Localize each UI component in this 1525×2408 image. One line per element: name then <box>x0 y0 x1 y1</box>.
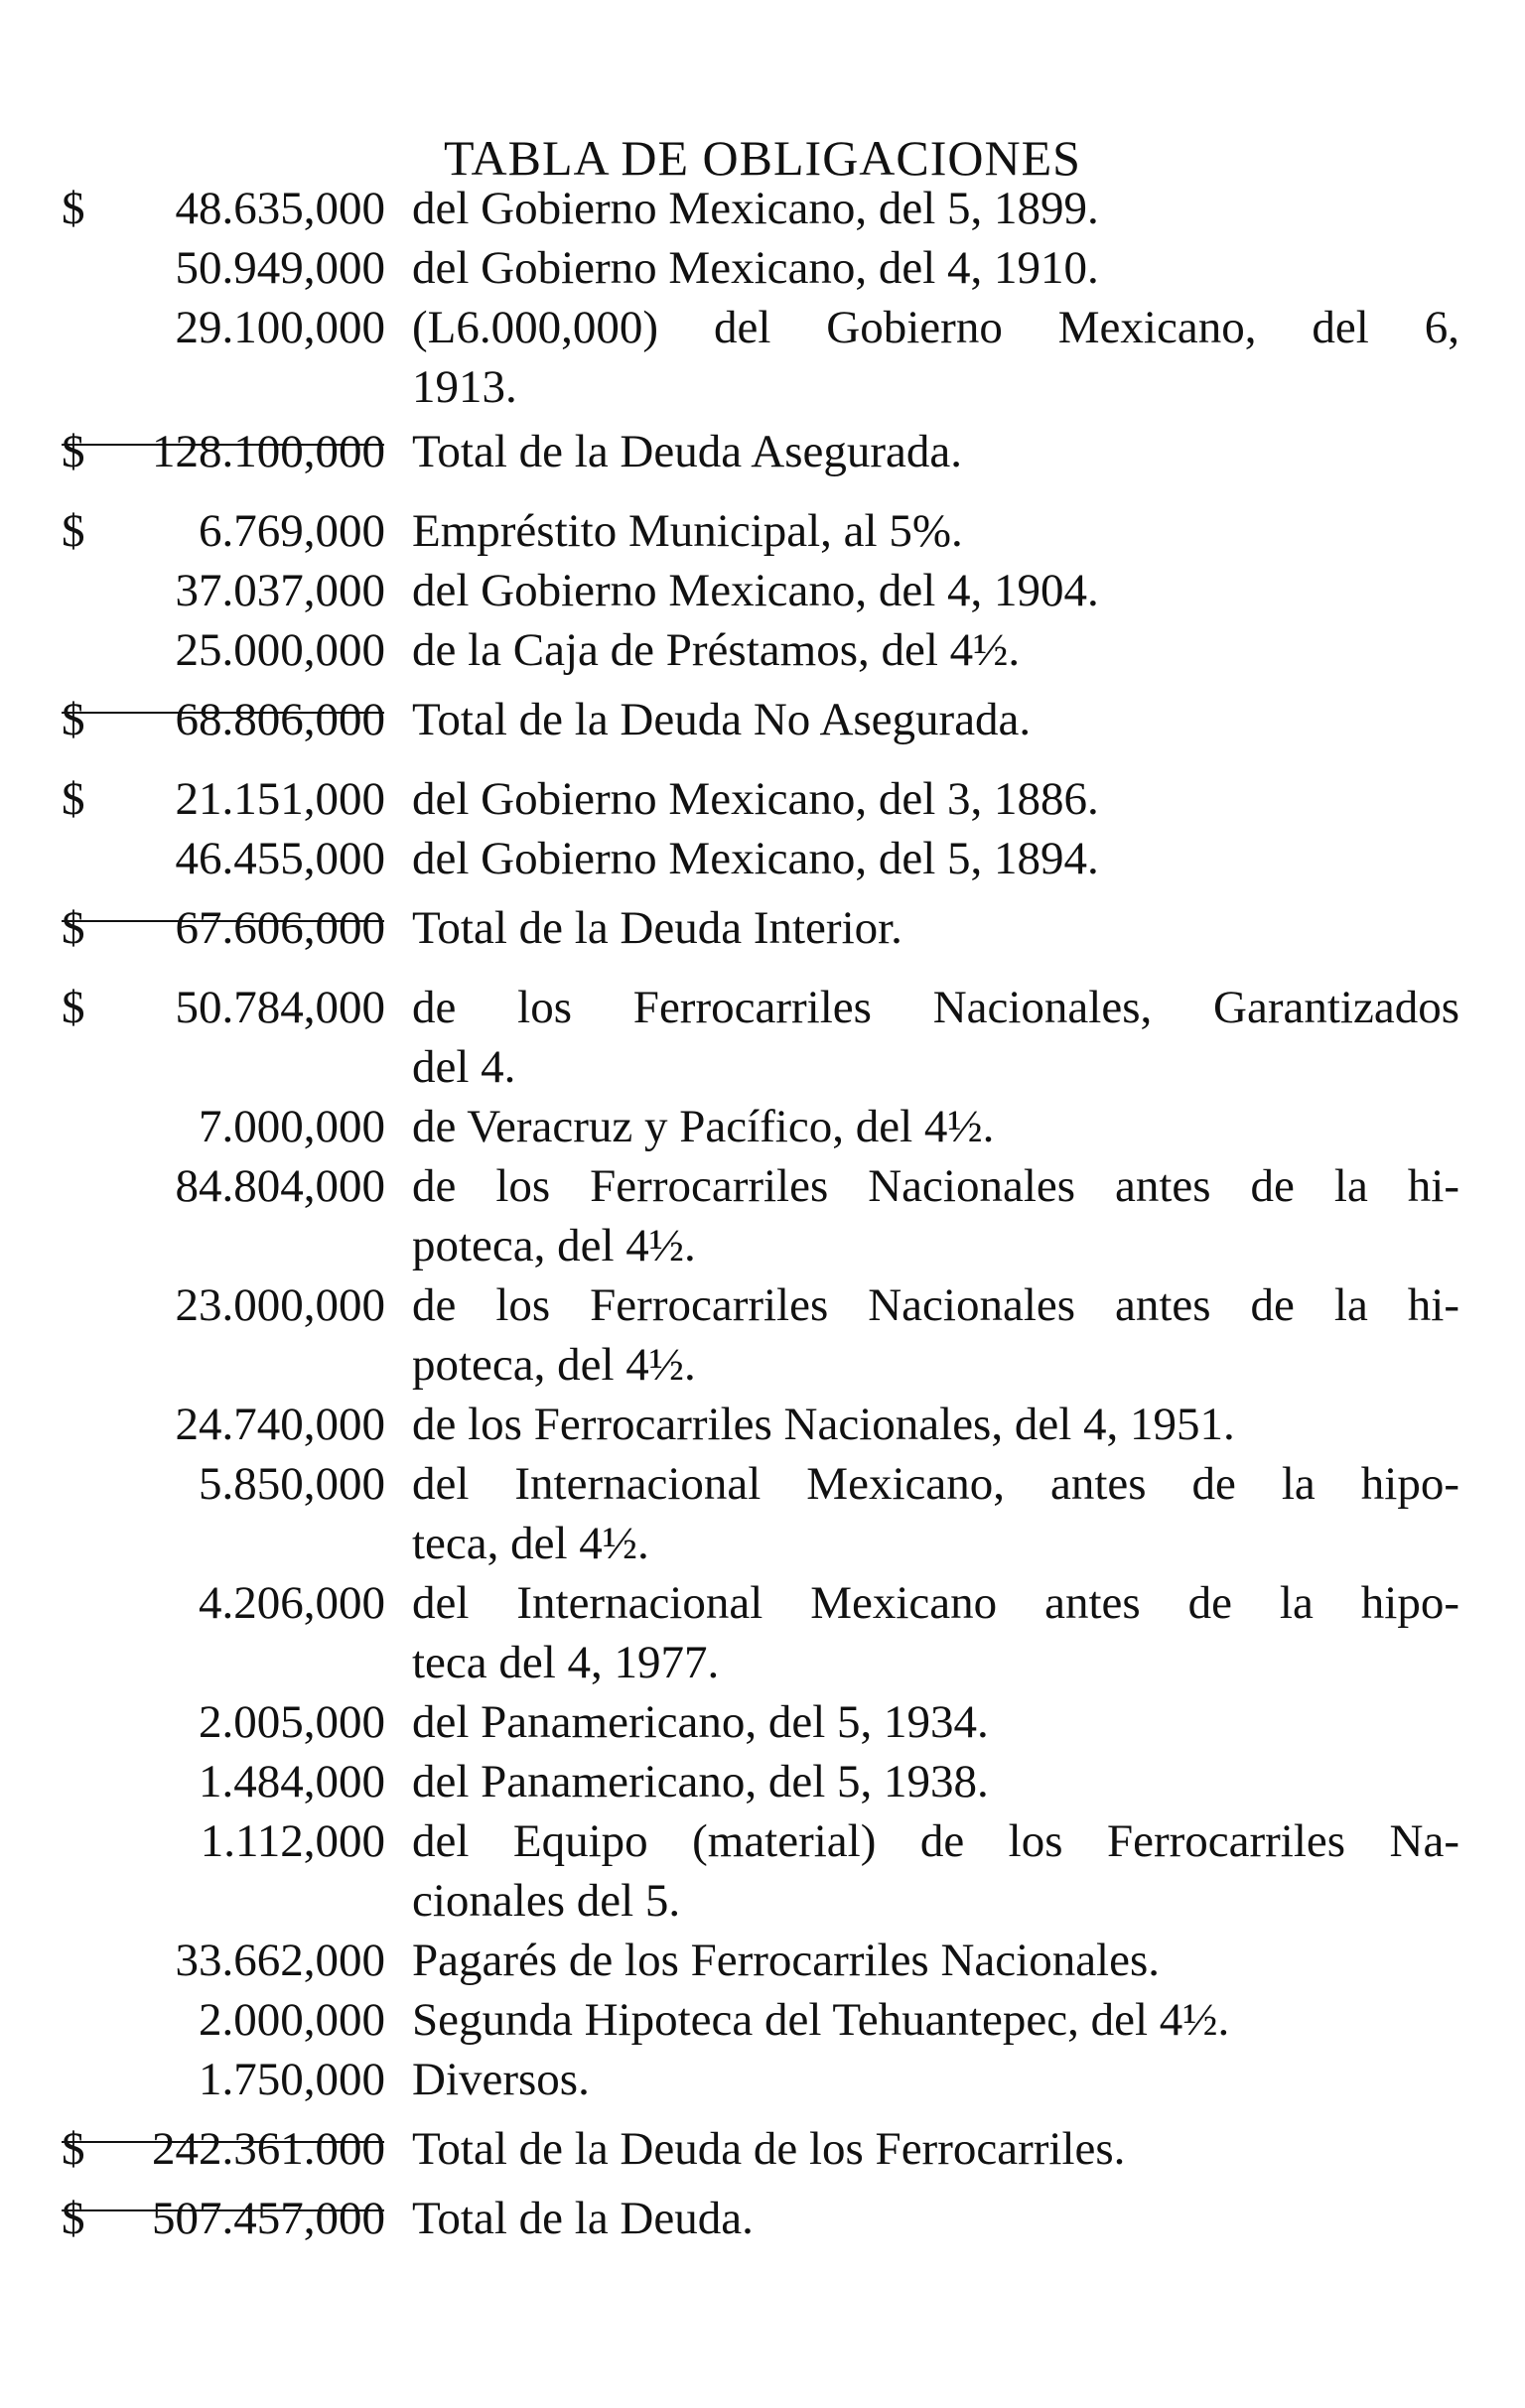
amount-cell: 6.769,000 <box>199 505 385 557</box>
amount-cell: 242.361.000 <box>152 2123 385 2175</box>
amount-cell: 33.662,000 <box>175 1935 385 1986</box>
amount-cell: 5.850,000 <box>199 1458 385 1510</box>
amount-cell: 29.100,000 <box>175 302 385 353</box>
table-row <box>0 503 1525 559</box>
table-row <box>0 2052 1525 2107</box>
description-cell: teca del 4, 1977. <box>412 1637 720 1688</box>
dollar-sign: $ <box>62 2193 85 2244</box>
amount-cell: 67.606,000 <box>175 902 385 954</box>
description-cell: cionales del 5. <box>412 1875 681 1927</box>
description-cell: poteca, del 4½. <box>412 1339 696 1391</box>
description-cell: Total de la Deuda Interior. <box>412 902 902 954</box>
description-cell: poteca, del 4½. <box>412 1220 696 1271</box>
table-row <box>0 1099 1525 1154</box>
dollar-sign: $ <box>62 2123 85 2175</box>
description-cell: del Gobierno Mexicano, del 3, 1886. <box>412 773 1099 825</box>
table-row <box>0 1158 1525 1214</box>
table-row <box>0 1397 1525 1452</box>
table-row <box>0 900 1525 956</box>
table-row <box>0 1694 1525 1750</box>
amount-cell: 7.000,000 <box>199 1101 385 1152</box>
description-cell: del Internacional Mexicano antes de la hipo- <box>412 1577 1459 1629</box>
description-cell: Total de la Deuda No Asegurada. <box>412 694 1032 745</box>
table-row-continuation <box>0 1039 1525 1095</box>
dollar-sign: $ <box>62 505 85 557</box>
amount-cell: 68.806,000 <box>175 694 385 745</box>
amount-cell: 507.457,000 <box>152 2193 385 2244</box>
table-row <box>0 2121 1525 2177</box>
table-row-continuation <box>0 1218 1525 1273</box>
table-row-continuation <box>0 1873 1525 1929</box>
description-cell: del Gobierno Mexicano, del 5, 1894. <box>412 833 1099 884</box>
description-cell: de los Ferrocarriles Nacionales, Garantizados <box>412 982 1459 1033</box>
table-row <box>0 1456 1525 1512</box>
dollar-sign: $ <box>62 773 85 825</box>
amount-cell: 24.740,000 <box>175 1399 385 1450</box>
description-cell: del Equipo (material) de los Ferrocarriles Na- <box>412 1815 1459 1867</box>
table-row-continuation <box>0 359 1525 415</box>
description-cell: Total de la Deuda de los Ferrocarriles. <box>412 2123 1126 2175</box>
amount-cell: 2.005,000 <box>199 1696 385 1748</box>
table-row <box>0 980 1525 1035</box>
description-cell: del Gobierno Mexicano, del 4, 1904. <box>412 565 1099 616</box>
description-cell: de la Caja de Préstamos, del 4½. <box>412 624 1021 676</box>
table-row-continuation <box>0 1635 1525 1690</box>
dollar-sign: $ <box>62 694 85 745</box>
amount-cell: 37.037,000 <box>175 565 385 616</box>
amount-cell: 25.000,000 <box>175 624 385 676</box>
table-row <box>0 424 1525 479</box>
amount-cell: 1.750,000 <box>199 2054 385 2105</box>
description-cell: de los Ferrocarriles Nacionales, del 4, 1951. <box>412 1399 1235 1450</box>
description-cell: de los Ferrocarriles Nacionales antes de la hi- <box>412 1160 1459 1212</box>
table-row-continuation <box>0 1516 1525 1571</box>
description-cell: Total de la Deuda. <box>412 2193 754 2244</box>
amount-cell: 84.804,000 <box>175 1160 385 1212</box>
amount-cell: 2.000,000 <box>199 1994 385 2046</box>
amount-cell: 1.112,000 <box>200 1815 385 1867</box>
description-cell: Diversos. <box>412 2054 590 2105</box>
description-cell: del Gobierno Mexicano, del 5, 1899. <box>412 183 1099 234</box>
dollar-sign: $ <box>62 426 85 477</box>
amount-cell: 4.206,000 <box>199 1577 385 1629</box>
description-cell: del Panamericano, del 5, 1934. <box>412 1696 989 1748</box>
amount-cell: 128.100,000 <box>152 426 385 477</box>
amount-cell: 21.151,000 <box>175 773 385 825</box>
table-row <box>0 1575 1525 1631</box>
description-cell: Pagarés de los Ferrocarriles Nacionales. <box>412 1935 1161 1986</box>
table-row <box>0 1277 1525 1333</box>
description-cell: de Veracruz y Pacífico, del 4½. <box>412 1101 995 1152</box>
description-cell: Segunda Hipoteca del Tehuantepec, del 4½. <box>412 1994 1230 2046</box>
table-row <box>0 1933 1525 1988</box>
table-row <box>0 771 1525 827</box>
table-row-continuation <box>0 1337 1525 1393</box>
table-row <box>0 831 1525 886</box>
dollar-sign: $ <box>62 982 85 1033</box>
description-cell: teca, del 4½. <box>412 1518 649 1569</box>
table-row <box>0 622 1525 678</box>
description-cell: de los Ferrocarriles Nacionales antes de la hi- <box>412 1279 1459 1331</box>
table-row <box>0 1754 1525 1809</box>
description-cell: del 4. <box>412 1041 516 1093</box>
amount-cell: 48.635,000 <box>175 183 385 234</box>
description-cell: del Panamericano, del 5, 1938. <box>412 1756 989 1807</box>
table-row <box>0 1992 1525 2048</box>
table-row <box>0 181 1525 236</box>
amount-cell: 23.000,000 <box>175 1279 385 1331</box>
table-row <box>0 240 1525 296</box>
description-cell: Empréstito Municipal, al 5%. <box>412 505 963 557</box>
amount-cell: 50.784,000 <box>175 982 385 1033</box>
page-title: TABLA DE OBLIGACIONES <box>444 130 1081 186</box>
description-cell: del Gobierno Mexicano, del 4, 1910. <box>412 242 1099 294</box>
dollar-sign: $ <box>62 183 85 234</box>
description-cell: del Internacional Mexicano, antes de la hipo- <box>412 1458 1459 1510</box>
table-row <box>0 300 1525 355</box>
amount-cell: 50.949,000 <box>175 242 385 294</box>
amount-cell: 46.455,000 <box>175 833 385 884</box>
description-cell: 1913. <box>412 361 517 413</box>
table-row <box>0 1813 1525 1869</box>
table-row <box>0 2191 1525 2246</box>
table-row <box>0 563 1525 618</box>
dollar-sign: $ <box>62 902 85 954</box>
table-row <box>0 692 1525 747</box>
description-cell: (L6.000,000) del Gobierno Mexicano, del 6, <box>412 302 1459 353</box>
description-cell: Total de la Deuda Asegurada. <box>412 426 962 477</box>
amount-cell: 1.484,000 <box>199 1756 385 1807</box>
